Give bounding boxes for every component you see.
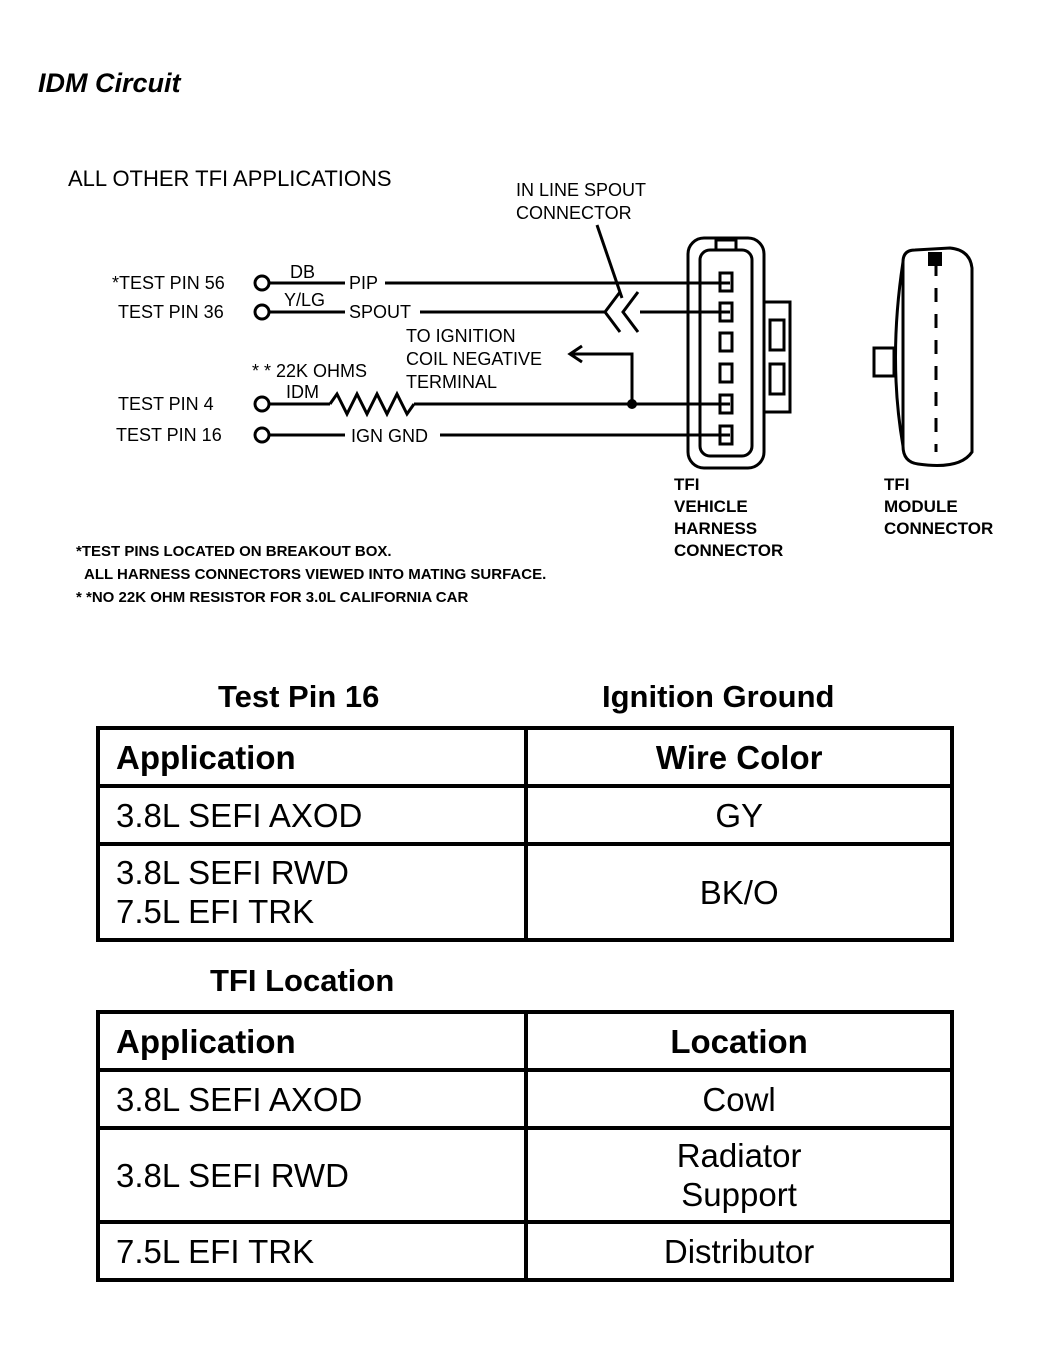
wire-color-ylg: Y/LG	[284, 290, 326, 310]
module-connector-nub	[874, 348, 894, 376]
harness-side-slot-2	[770, 364, 784, 394]
row-wire-color: BK/O	[526, 844, 952, 940]
page-title: IDM Circuit	[38, 68, 181, 98]
footnote-3: * *NO 22K OHM RESISTOR FOR 3.0L CALIFORNIA CAR	[76, 589, 469, 606]
harness-label-line3: HARNESS	[674, 519, 758, 538]
row-application: 7.5L EFI TRK	[98, 1222, 526, 1280]
row-wire-color: GY	[526, 786, 952, 844]
signal-spout: SPOUT	[349, 302, 412, 322]
pin-4-terminal	[255, 397, 269, 411]
row-location: Cowl	[526, 1070, 952, 1128]
row-application: 3.8L SEFI AXOD	[98, 786, 526, 844]
header-application: Application	[98, 1012, 526, 1070]
header-location: Location	[526, 1012, 952, 1070]
pin-36-terminal	[255, 305, 269, 319]
ignition-label-line2: COIL NEGATIVE	[406, 349, 543, 369]
footnote-2: ALL HARNESS CONNECTORS VIEWED INTO MATING SURFACE.	[84, 566, 547, 583]
signal-ign-gnd: IGN GND	[351, 426, 429, 446]
inline-spout-connector-left	[605, 292, 620, 332]
ignition-junction-dot	[627, 399, 637, 409]
harness-label-line2: VEHICLE	[674, 497, 748, 516]
location-table-title: TFI Location	[210, 963, 395, 998]
row-location: Distributor	[526, 1222, 952, 1280]
row-application: 3.8L SEFI AXOD	[98, 1070, 526, 1128]
harness-label-line1: TFI	[674, 475, 700, 494]
module-connector-key	[928, 252, 942, 266]
module-label-line1: TFI	[884, 475, 910, 494]
ignition-label-line3: TERMINAL	[406, 372, 498, 392]
wire-label-idm: IDM	[286, 382, 319, 402]
ground-table	[96, 726, 954, 942]
ground-table-title-right: Ignition Ground	[602, 679, 835, 714]
test-pin-56-label: *TEST PIN 56	[112, 273, 225, 293]
inline-connector-label-line1: IN LINE SPOUT	[516, 180, 647, 200]
test-pin-36-label: TEST PIN 36	[118, 302, 224, 322]
row-application: 3.8L SEFI RWD 7.5L EFI TRK	[98, 844, 526, 940]
module-label-line2: MODULE	[884, 497, 958, 516]
module-label-line3: CONNECTOR	[884, 519, 994, 538]
test-pin-16-label: TEST PIN 16	[116, 425, 222, 445]
table-row	[98, 1070, 952, 1128]
harness-label-line4: CONNECTOR	[674, 541, 784, 560]
row-location: Radiator Support	[526, 1128, 952, 1222]
table-header-row	[98, 728, 952, 786]
header-wire-color: Wire Color	[526, 728, 952, 786]
header-application: Application	[98, 728, 526, 786]
module-connector-body	[903, 248, 972, 466]
table-header-row	[98, 1012, 952, 1070]
diagram-subtitle: ALL OTHER TFI APPLICATIONS	[68, 166, 392, 191]
harness-side-slot-1	[770, 320, 784, 350]
inline-connector-label-line2: CONNECTOR	[516, 203, 632, 223]
table-row	[98, 786, 952, 844]
pin-16-terminal	[255, 428, 269, 442]
inline-spout-connector-right	[623, 292, 638, 332]
inline-spout-pointer	[597, 225, 622, 298]
pin-56-terminal	[255, 276, 269, 290]
table-row	[98, 1222, 952, 1280]
table-row	[98, 844, 952, 940]
ground-table-title-left: Test Pin 16	[218, 679, 380, 714]
wire-color-db: DB	[290, 262, 316, 282]
harness-cavity-3	[720, 333, 732, 351]
harness-cavity-4	[720, 364, 732, 382]
table-row	[98, 1128, 952, 1222]
row-application: 3.8L SEFI RWD	[98, 1128, 526, 1222]
footnote-1: *TEST PINS LOCATED ON BREAKOUT BOX.	[76, 543, 392, 560]
signal-pip: PIP	[349, 273, 379, 293]
test-pin-4-label: TEST PIN 4	[118, 394, 214, 414]
harness-latch-top	[716, 240, 736, 250]
location-table	[96, 1010, 954, 1282]
ignition-label-line1: TO IGNITION	[406, 326, 516, 346]
resistor-zigzag	[330, 394, 414, 414]
resistor-label: * * 22K OHMS	[252, 361, 368, 381]
